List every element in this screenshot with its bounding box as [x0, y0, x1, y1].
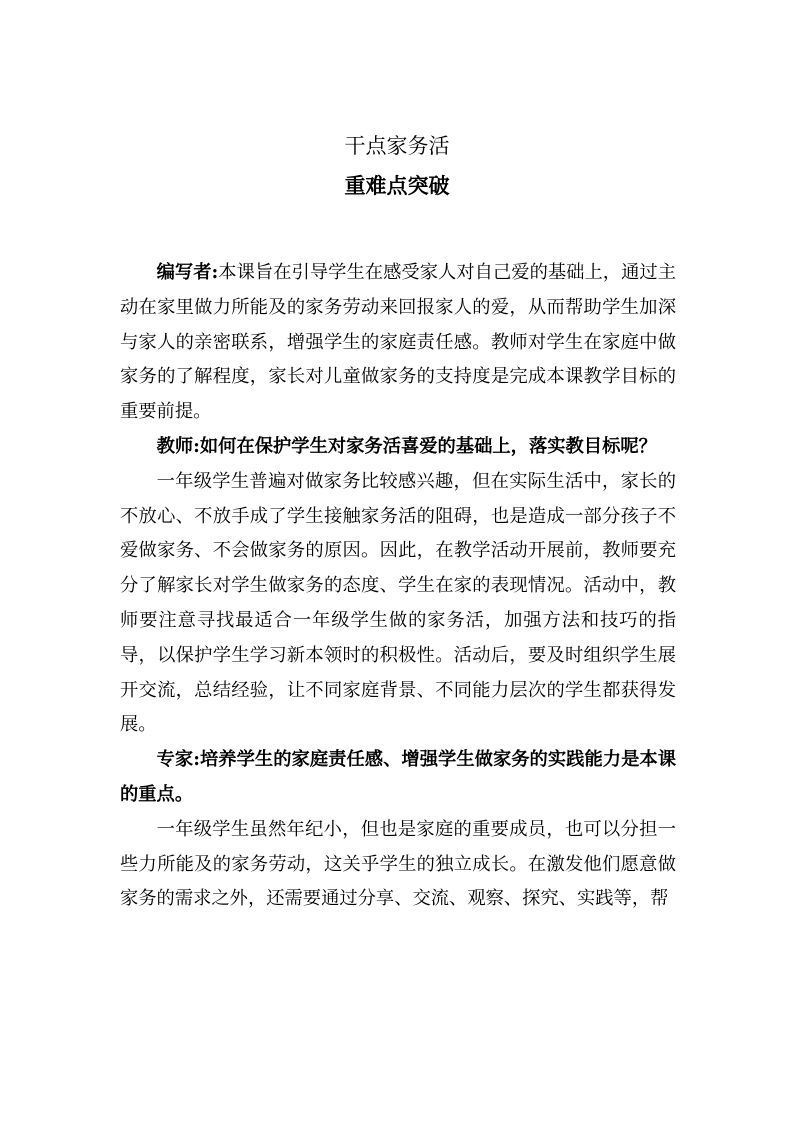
paragraph-text: 一年级学生普遍对做家务比较感兴趣，但在实际生活中，家长的不放心、不放手成了学生接触家务活的阻碍，也是造成一部分孩子不爱做家务、不会做家务的原因。因此，在教学活动开展前，教师要充分了解家长对学生做家务的态度、学生在家的表现情况。活动中，教师要注意寻找最适合一年级学生做的家务活，加强方法和技巧的指导，以保护学生学习新本领时的积极性。活动后，要及时组织学生展开交流，总结经验，让不同家庭背景、不同能力层次的学生都获得发展。 [120, 470, 676, 736]
paragraph-label: 专家: [156, 749, 200, 771]
document-body [120, 256, 676, 917]
document-title: 干点家务活 [344, 134, 450, 158]
paragraph-teacher [120, 430, 676, 465]
paragraph-text: 一年级学生虽然年纪小，但也是家庭的重要成员，也可以分担一些力所能及的家务劳动，这关乎学生的独立成长。在激发他们愿意做家务的需求之外，还需要通过分享、交流、观察、探究、实践等，帮 [120, 818, 676, 910]
paragraph-label: 教师: [156, 435, 200, 457]
paragraph-author [120, 256, 676, 430]
paragraph-text: 本课旨在引导学生在感受家人对自己爱的基础上，通过主动在家里做力所能及的家务劳动来回报家人的爱，从而帮助学生加深与家人的亲密联系，增强学生的家庭责任感。教师对学生在家庭中做家务的了解程度，家长对儿童做家务的支持度是完成本课教学目标的重要前提。 [120, 262, 677, 423]
paragraph-label: 编写者: [156, 262, 219, 283]
paragraph-text: 如何在保护学生对家务活喜爱的基础上，落实教目标呢？ [199, 435, 657, 457]
paragraph-text: 培养学生的家庭责任感、增强学生做家务的实践能力是本课的重点。 [120, 749, 677, 805]
document-subtitle: 重难点突破 [344, 173, 450, 198]
paragraph-body [120, 813, 676, 917]
paragraph-body [120, 465, 676, 743]
paragraph-expert [120, 743, 676, 813]
